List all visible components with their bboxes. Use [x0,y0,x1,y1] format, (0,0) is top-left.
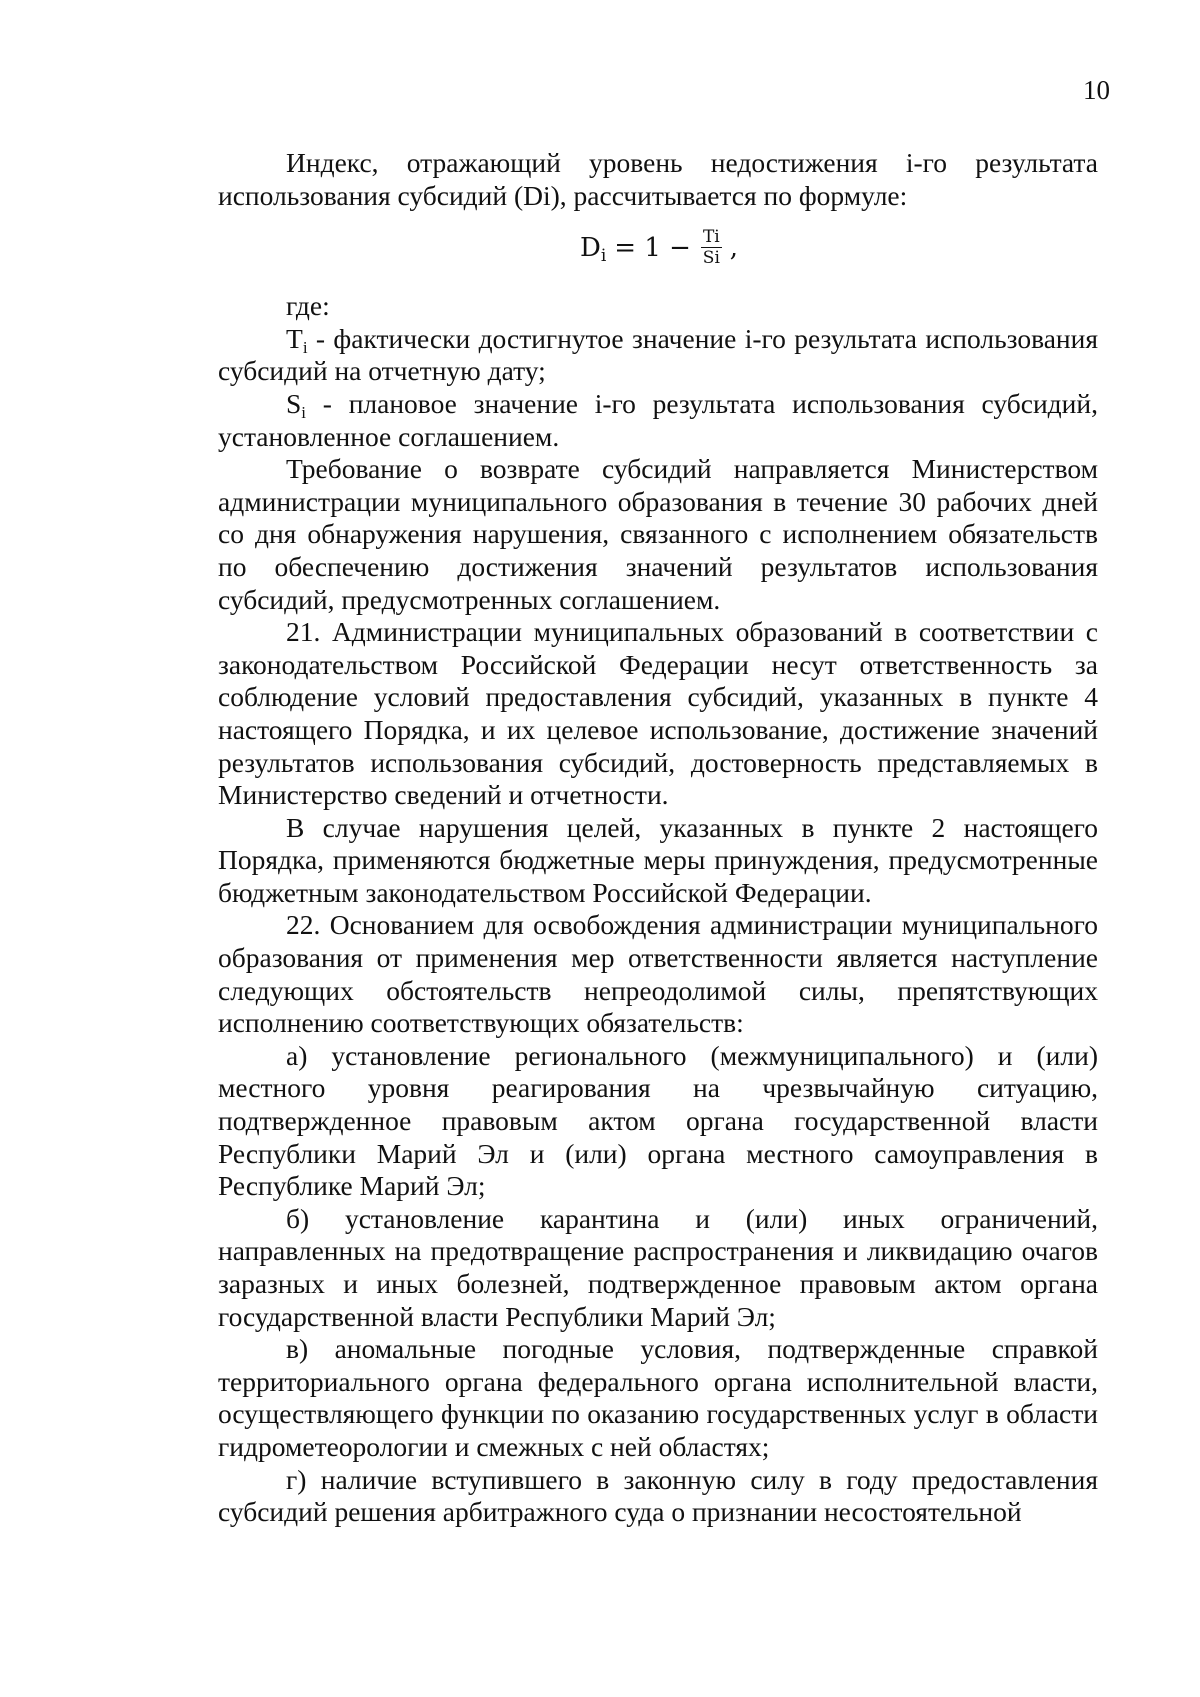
formula-lhs: $D_i$ [580,232,607,266]
formula-fraction [701,228,722,267]
paragraph-22: 22. Основанием для освобождения администрации муниципального образования от применения мер ответственности является наступление следующих обстоятельств непреодолимой силы, препятствующих исполнению соответствующих обязательств: [218,909,1098,1039]
paragraph-violation: В случае нарушения целей, указанных в пункте 2 настоящего Порядка, применяются бюджетные меры принуждения, предусмотренные бюджетным законодательством Российской Федерации. [218,811,1098,908]
where-label: где: [286,290,330,322]
formula-denominator: Si [702,248,720,269]
page-number: 10 [1083,75,1110,105]
paragraph-22-a: а) установление регионального (межмуниципального) и (или) местного уровня реагирования на чрезвычайную ситуацию, подтвержденное правовым актом органа государственной власти Республики Марий Эл и (или) органа местного самоуправления в Республике Марий Эл; [218,1039,1098,1202]
formula [218,212,1098,286]
paragraph-22-b: б) установление карантина и (или) иных ограничений, направленных на предотвращение распространения и ликвидацию очагов заразных и иных болезней, подтвержденное правовым актом органа государственной власти Республики Марий Эл; [218,1202,1098,1332]
t-definition: $T_i$ - фактически достигнутое значение i-го результата использования субсидий на отчетную дату; [218,322,1098,387]
formula-operator: = 1 − [614,232,691,263]
formula-tail: , [729,232,738,263]
paragraph-refund-requirement: Требование о возврате субсидий направляется Министерством администрации муниципального образования в течение 30 рабочих дней со дня обнаружения нарушения, связанного с исполнением обязательств по обеспечению достижения значений результатов использования субсидий, предусмотренных соглашением. [218,453,1098,615]
formula-expression [580,228,738,267]
intro-paragraph: Индекс, отражающий уровень недостижения i-го результата использования субсидий (Di), рассчитывается по формуле: [218,147,1098,211]
s-definition: $S_i$ - плановое значение i-го результата использования субсидий, установленное соглашением. [218,387,1098,452]
paragraph-21: 21. Администрации муниципальных образований в соответствии с законодательством Российской Федерации несут ответственность за соблюдение условий предоставления субсидий, указанных в пункте 4 настоящего Порядка, и их целевое использование, достижение значений результатов использования субсидий, достоверность представляемых в Министерство сведений и отчетности. [218,616,1098,811]
paragraph-22-g: г) наличие вступившего в законную силу в году предоставления субсидий решения арбитражного суда о признании несостоятельной [218,1463,1098,1528]
document-body [218,147,1098,1529]
paragraph-22-v: в) аномальные погодные условия, подтвержденные справкой территориального органа федерального органа исполнительной власти, осуществляющего функции по оказанию государственных услуг в области гидрометеорологии и смежных с ней областях; [218,1333,1098,1462]
formula-numerator: Ti [702,227,720,248]
